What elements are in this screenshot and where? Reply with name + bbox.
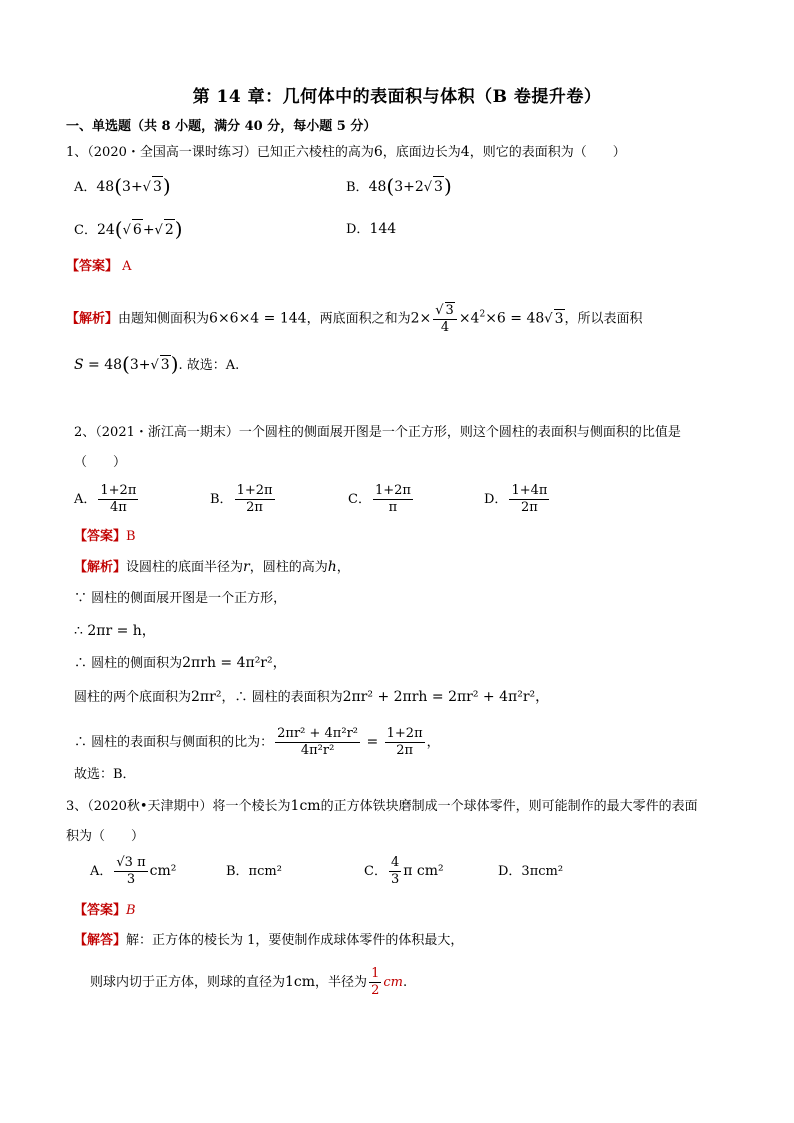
q2-analysis-line-6: ∴ 圆柱的表面积与侧面积的比为： $\frac{\text{2πr² + 4π²r²}}{\text{4π²r²}}$ = $\frac{1+2\pi}{2\pi}$ ， (74, 726, 440, 758)
q3-option-b: B．πcm² (226, 864, 282, 879)
q3-option-c: C． $\frac{4}{3}$ π cm² (364, 855, 444, 887)
q2-analysis-line-2: ∵ 圆柱的侧面展开图是一个正方形， (74, 591, 287, 606)
q1-option-b: B．48(3+2√ 3) (346, 174, 452, 198)
q1-answer: 【答案】 A (66, 259, 132, 274)
q1-option-a: A．48(3+√ 3) (74, 174, 171, 198)
q2-analysis-line-3: ∴ 2πr = h， (74, 623, 156, 639)
q2-option-b: B． $\frac{1+2\pi}{2\pi}$ (210, 483, 273, 515)
q3-solution-line-1: 【解答】解：正方体的棱长为 1，要使制作成球体零件的体积最大， (74, 933, 464, 948)
q3-stem-line-1: 3、（2020秋•天津期中）将一个棱长为1cm的正方体铁块磨制成一个球体零件，则可能制作的最大零件的表面 (66, 798, 698, 814)
q1-option-d: D．144 (346, 221, 397, 237)
document-title: 第 14 章：几何体中的表面积与体积（B 卷提升卷） (192, 87, 602, 107)
q2-paren: （ ） (74, 455, 127, 470)
q1-stem: 1、（2020・全国高一课时练习）已知正六棱柱的高为6，底面边长为4，则它的表面积为（ ） (66, 144, 626, 160)
q1-option-c: C．24(√ 6+√ 2) (74, 217, 183, 241)
q2-analysis-line-4: ∴ 圆柱的侧面积为2πrh = 4π²r²， (74, 655, 287, 671)
q2-option-c: C． $\frac{1+2\pi}{\pi}$ (348, 483, 411, 515)
q2-analysis-line-1: 【解析】设圆柱的底面半径为r，圆柱的高为h， (74, 559, 350, 575)
q2-analysis-line-7: 故选：B． (74, 767, 136, 782)
q3-option-a: A． $\frac{√3 \pi}{3}$ cm² (90, 855, 177, 887)
section-heading: 一、单选题（共 8 小题，满分 40 分，每小题 5 分） (66, 119, 377, 134)
q3-option-d: D．3πcm² (498, 864, 564, 879)
q1-analysis-line-2: S = 48(3+√ 3). 故选：A. (74, 352, 240, 376)
q3-stem-line-2: 积为（ ） (66, 829, 145, 844)
q1-analysis-line-1: 【解析】由题知侧面积为6×6×4 = 144，两底面积之和为2× $\frac{√ 3}{4}$ $\times 4^2\times 6 = 48√$ 3，所以表面积 (66, 303, 643, 335)
q3-answer: 【答案】B (74, 903, 136, 918)
q2-answer: 【答案】B (74, 529, 136, 544)
q2-option-d: D． $\frac{1+4\pi}{2\pi}$ (484, 483, 548, 515)
q3-solution-line-2: 则球内切于正方体，则球的直径为1cm，半径为 $\frac{1}{2}$ cm. (90, 966, 408, 998)
q2-option-a: A． $\frac{1+2\pi}{4\pi}$ (74, 483, 137, 515)
q2-stem: 2、（2021・浙江高一期末）一个圆柱的侧面展开图是一个正方形，则这个圆柱的表面积与侧面积的比值是 (74, 425, 681, 440)
q2-analysis-line-5: 圆柱的两个底面积为2πr²，∴ 圆柱的表面积为2πr² + 2πrh = 2πr² + 4π²r²， (74, 689, 550, 705)
